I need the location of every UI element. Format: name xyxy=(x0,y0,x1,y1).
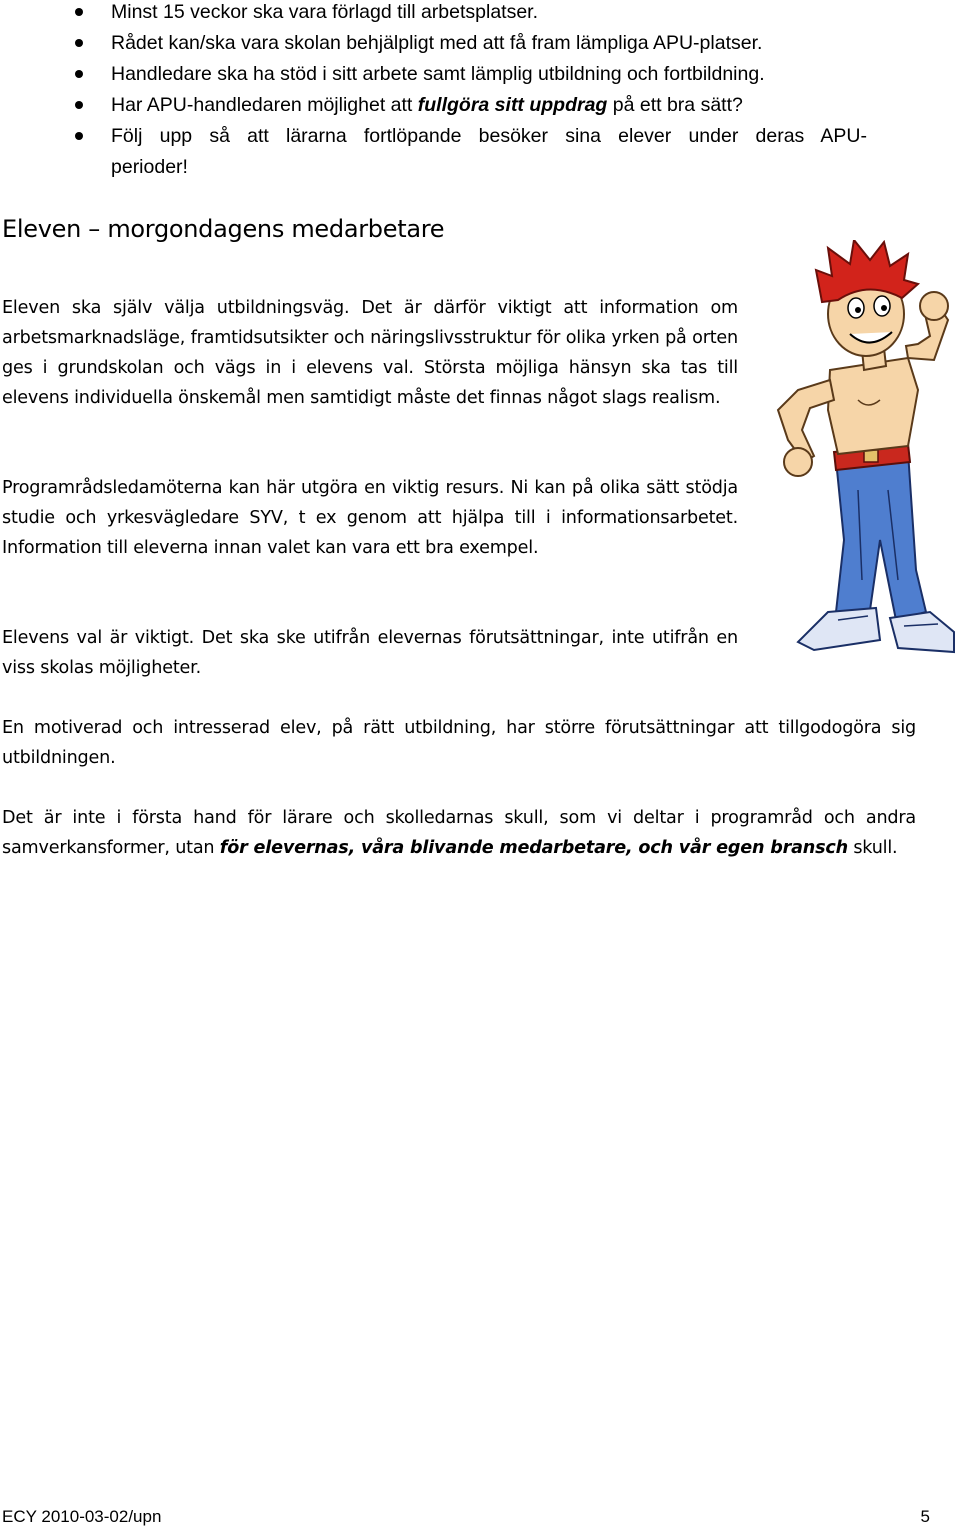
emphasis-text: för elevernas, våra blivande medarbetare, och vår egen bransch xyxy=(219,838,848,858)
list-item xyxy=(0,0,867,28)
bullet-icon xyxy=(75,101,83,109)
list-item xyxy=(0,59,867,90)
bullet-icon xyxy=(75,132,83,140)
list-item xyxy=(0,90,867,121)
paragraph: Programrådsledamöterna kan här utgöra en viktig resurs. Ni kan på olika sätt stödja studie och yrkesvägledare SYV, t ex genom att hjälpa till i informationsarbetet. Information till eleverna innan valet kan vara ett bra exempel. xyxy=(2,478,738,558)
cartoon-boy-flexing-illustration xyxy=(758,240,960,680)
list-item xyxy=(0,28,867,59)
list-item-text: Följ upp så att lärarna fortlöpande besöker sina elever under deras APU-perioder! xyxy=(111,125,867,178)
paragraph-text: Det är inte i första hand för lärare och skolledarnas skull, som vi deltar i programråd och andra samverkansformer, utan xyxy=(2,808,916,858)
list-item-text: Minst 15 veckor ska vara förlagd till arbetsplatser. xyxy=(111,1,539,23)
footer-page-number: 5 xyxy=(920,1507,930,1526)
paragraph: Elevens val är viktigt. Det ska ske utifrån elevernas förutsättningar, inte utifrån en viss skolas möjligheter. xyxy=(2,628,738,678)
bullet-icon xyxy=(75,39,83,47)
list-item-text: Har APU-handledaren möjlighet att xyxy=(111,94,418,116)
requirements-list xyxy=(0,0,960,186)
bullet-icon xyxy=(75,8,83,16)
paragraph: En motiverad och intresserad elev, på rätt utbildning, har större förutsättningar att tillgodogöra sig utbildningen. xyxy=(2,718,916,768)
list-item-text: Handledare ska ha stöd i sitt arbete samt lämplig utbildning och fortbildning. xyxy=(111,63,765,85)
list-item-text: på ett bra sätt? xyxy=(607,94,743,116)
emphasis-text: fullgöra sitt uppdrag xyxy=(417,94,608,116)
paragraph-text: skull. xyxy=(847,838,898,858)
bullet-icon xyxy=(75,70,83,78)
paragraph: Eleven ska själv välja utbildningsväg. Det är därför viktigt att information om arbetsmarknadsläge, framtidsutsikter och näringslivsstruktur för olika yrken på orten ges i grundskolan och vägs in i elevens val. Största möjliga hänsyn ska tas till elevens individuella önskemål men samtidigt måste det finnas något slags realism. xyxy=(2,298,738,408)
footer-document-id: ECY 2010-03-02/upn xyxy=(2,1507,162,1526)
list-item xyxy=(0,121,867,183)
paragraph xyxy=(2,803,916,863)
list-item-text: Rådet kan/ska vara skolan behjälpligt med att få fram lämpliga APU-platser. xyxy=(111,32,763,54)
section-heading: Eleven – morgondagens medarbetare xyxy=(2,215,445,243)
